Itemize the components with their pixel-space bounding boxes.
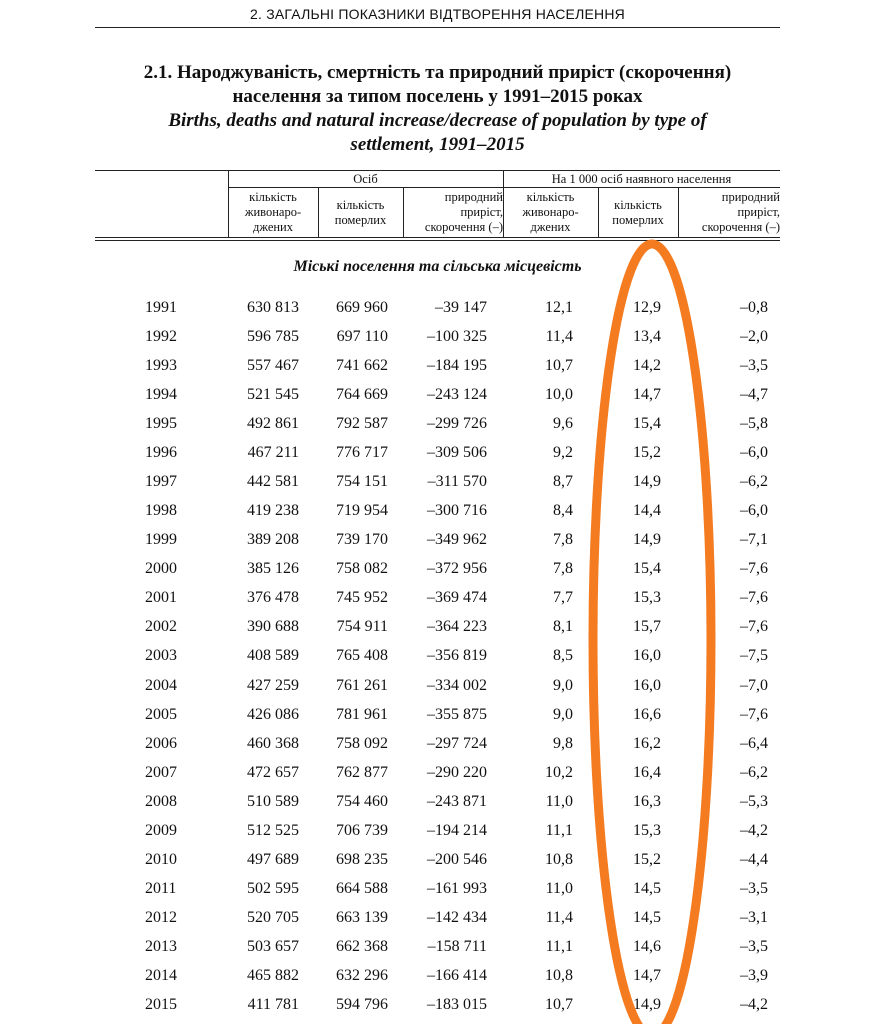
cell-natural-increase: –200 546: [427, 850, 487, 868]
cell-birth-rate: 7,7: [553, 589, 573, 607]
cell-birth-rate: 9,8: [553, 734, 573, 752]
cell-births: 419 238: [247, 502, 299, 520]
cell-natural-increase: –243 871: [427, 792, 487, 810]
cell-deaths: 664 588: [336, 879, 388, 897]
cell-year: 2003: [145, 647, 177, 665]
cell-births: 411 781: [247, 995, 299, 1013]
cell-death-rate: 16,2: [633, 734, 661, 752]
cell-natural-increase: –100 325: [427, 328, 487, 346]
cell-natural-increase: –300 716: [427, 502, 487, 520]
cell-death-rate: 15,4: [633, 560, 661, 578]
cell-births: 503 657: [247, 937, 299, 955]
cell-year: 2004: [145, 676, 177, 694]
cell-year: 2011: [145, 879, 177, 897]
cell-births: 467 211: [247, 444, 299, 462]
cell-year: 2002: [145, 618, 177, 636]
cell-death-rate: 14,2: [633, 357, 661, 375]
cell-birth-rate: 11,4: [545, 908, 573, 926]
cell-death-rate: 16,4: [633, 763, 661, 781]
cell-death-rate: 12,9: [633, 299, 661, 316]
cell-natural-increase-rate: –7,5: [740, 647, 768, 665]
cell-birth-rate: 7,8: [553, 531, 573, 549]
cell-death-rate: 15,3: [633, 589, 661, 607]
header-text: скорочення (–): [424, 220, 503, 234]
cell-death-rate: 16,3: [633, 792, 661, 810]
header-text: приріст,: [460, 205, 503, 219]
cell-death-rate: 14,7: [633, 966, 661, 984]
cell-death-rate: 14,9: [633, 531, 661, 549]
cell-natural-increase: –166 414: [427, 966, 487, 984]
group-header-per-1000: На 1 000 осіб наявного населення: [551, 172, 732, 186]
cell-natural-increase: –142 434: [427, 908, 487, 926]
cell-year: 1997: [145, 473, 177, 491]
cell-death-rate: 14,7: [633, 386, 661, 404]
cell-deaths: 594 796: [336, 995, 388, 1013]
cell-natural-increase-rate: –3,5: [740, 879, 768, 897]
header-text: живонаро-: [244, 205, 302, 219]
cell-year: 2009: [145, 821, 177, 839]
cell-births: 427 259: [247, 676, 299, 694]
cell-births: 510 589: [247, 792, 299, 810]
cell-natural-increase-rate: –4,4: [740, 850, 768, 868]
cell-year: 1996: [145, 444, 177, 462]
cell-year: 2015: [145, 995, 177, 1013]
cell-deaths: 741 662: [336, 357, 388, 375]
cell-natural-increase-rate: –7,6: [740, 618, 768, 636]
cell-birth-rate: 10,7: [545, 995, 573, 1013]
header-text: померлих: [334, 213, 387, 227]
cell-year: 2006: [145, 734, 177, 752]
cell-natural-increase: –372 956: [427, 560, 487, 578]
cell-birth-rate: 10,8: [545, 966, 573, 984]
cell-births: 521 545: [247, 386, 299, 404]
cell-deaths: 739 170: [336, 531, 388, 549]
section-title: Міські поселення та сільська місцевість: [293, 258, 582, 275]
cell-death-rate: 15,2: [633, 444, 661, 462]
cell-death-rate: 16,0: [633, 647, 661, 665]
cell-natural-increase-rate: –5,8: [740, 415, 768, 433]
cell-natural-increase: –184 195: [427, 357, 487, 375]
cell-births: 512 525: [247, 821, 299, 839]
cell-deaths: 662 368: [336, 937, 388, 955]
cell-births: 426 086: [247, 705, 299, 723]
header-text: природний: [721, 190, 780, 204]
cell-year: 1991: [145, 299, 177, 316]
cell-births: 596 785: [247, 328, 299, 346]
cell-natural-increase-rate: –4,7: [740, 386, 768, 404]
cell-natural-increase: –355 875: [427, 705, 487, 723]
cell-natural-increase-rate: –7,6: [740, 589, 768, 607]
cell-birth-rate: 8,7: [553, 473, 573, 491]
cell-birth-rate: 11,0: [545, 792, 573, 810]
cell-births: 557 467: [247, 357, 299, 375]
cell-death-rate: 13,4: [633, 328, 661, 346]
cell-death-rate: 14,5: [633, 908, 661, 926]
cell-birth-rate: 10,0: [545, 386, 573, 404]
cell-natural-increase-rate: –0,8: [740, 299, 768, 316]
cell-deaths: 697 110: [336, 328, 388, 346]
title-line: settlement, 1991–2015: [350, 134, 525, 155]
cell-deaths: 719 954: [336, 502, 388, 520]
cell-death-rate: 14,5: [633, 879, 661, 897]
header-text: кількість: [526, 190, 575, 204]
cell-natural-increase: –290 220: [427, 763, 487, 781]
cell-births: 630 813: [247, 299, 299, 316]
cell-deaths: 781 961: [336, 705, 388, 723]
cell-death-rate: 14,6: [633, 937, 661, 955]
cell-birth-rate: 10,2: [545, 763, 573, 781]
cell-deaths: 632 296: [336, 966, 388, 984]
title-line: населення за типом поселень у 1991–2015 роках: [232, 86, 643, 107]
cell-natural-increase-rate: –7,6: [740, 560, 768, 578]
cell-birth-rate: 8,5: [553, 647, 573, 665]
cell-natural-increase: –349 962: [427, 531, 487, 549]
cell-natural-increase-rate: –5,3: [740, 792, 768, 810]
header-text: джених: [530, 220, 571, 234]
cell-deaths: 754 911: [336, 618, 388, 636]
cell-natural-increase-rate: –3,5: [740, 357, 768, 375]
cell-deaths: 762 877: [336, 763, 388, 781]
cell-deaths: 758 082: [336, 560, 388, 578]
cell-death-rate: 14,9: [633, 995, 661, 1013]
cell-natural-increase-rate: –6,0: [740, 502, 768, 520]
cell-birth-rate: 11,0: [545, 879, 573, 897]
cell-birth-rate: 9,0: [553, 705, 573, 723]
cell-natural-increase-rate: –3,5: [740, 937, 768, 955]
header-text: кількість: [249, 190, 297, 204]
cell-births: 376 478: [247, 589, 299, 607]
cell-year: 2001: [145, 589, 177, 607]
cell-natural-increase-rate: –6,4: [740, 734, 768, 752]
header-text: джених: [252, 220, 293, 234]
cell-births: 442 581: [247, 473, 299, 491]
title-line: 2.1. Народжуваність, смертність та природний приріст (скорочення): [143, 62, 732, 83]
cell-natural-increase-rate: –7,0: [740, 676, 768, 694]
cell-birth-rate: 11,1: [545, 937, 573, 955]
cell-year: 1993: [145, 357, 177, 375]
cell-births: 460 368: [247, 734, 299, 752]
cell-birth-rate: 9,6: [553, 415, 573, 433]
cell-year: 2010: [145, 850, 177, 868]
cell-births: 385 126: [247, 560, 299, 578]
header-text: скорочення (–): [701, 220, 780, 234]
title-line: Births, deaths and natural increase/decrease of population by type of: [168, 110, 707, 131]
cell-year: 1998: [145, 502, 177, 520]
cell-natural-increase-rate: –3,1: [740, 908, 768, 926]
cell-natural-increase-rate: –6,0: [740, 444, 768, 462]
cell-deaths: 754 151: [336, 473, 388, 491]
header-text: живонаро-: [522, 205, 579, 219]
cell-deaths: 764 669: [336, 386, 388, 404]
cell-natural-increase: –158 711: [427, 937, 487, 955]
header-text: природний: [444, 190, 503, 204]
cell-natural-increase-rate: –3,9: [740, 966, 768, 984]
cell-birth-rate: 9,0: [553, 676, 573, 694]
cell-births: 390 688: [247, 618, 299, 636]
cell-deaths: 776 717: [336, 444, 388, 462]
cell-year: 2012: [145, 908, 177, 926]
cell-natural-increase-rate: –2,0: [740, 328, 768, 346]
cell-births: 465 882: [247, 966, 299, 984]
header-text: померлих: [612, 213, 664, 227]
cell-natural-increase: –39 147: [435, 299, 487, 316]
cell-births: 492 861: [247, 415, 299, 433]
cell-death-rate: 15,2: [633, 850, 661, 868]
cell-year: 2014: [145, 966, 177, 984]
cell-natural-increase: –161 993: [427, 879, 487, 897]
cell-births: 520 705: [247, 908, 299, 926]
header-text: кількість: [614, 198, 662, 212]
cell-deaths: 745 952: [336, 589, 388, 607]
cell-natural-increase-rate: –7,6: [740, 705, 768, 723]
cell-death-rate: 15,4: [633, 415, 661, 433]
cell-births: 502 595: [247, 879, 299, 897]
header-text: приріст,: [737, 205, 780, 219]
cell-year: 1994: [145, 386, 177, 404]
cell-births: 389 208: [247, 531, 299, 549]
cell-natural-increase-rate: –6,2: [740, 473, 768, 491]
header-text: кількість: [336, 198, 385, 212]
cell-deaths: 663 139: [336, 908, 388, 926]
cell-natural-increase-rate: –4,2: [740, 821, 768, 839]
cell-birth-rate: 12,1: [545, 299, 573, 316]
cell-deaths: 706 739: [336, 821, 388, 839]
cell-deaths: 761 261: [336, 676, 388, 694]
cell-natural-increase: –334 002: [427, 676, 487, 694]
cell-natural-increase: –194 214: [427, 821, 487, 839]
cell-natural-increase: –183 015: [427, 995, 487, 1013]
cell-births: 472 657: [247, 763, 299, 781]
cell-year: 2000: [145, 560, 177, 578]
cell-year: 1995: [145, 415, 177, 433]
cell-deaths: 792 587: [336, 415, 388, 433]
cell-year: 1999: [145, 531, 177, 549]
running-header: 2. ЗАГАЛЬНІ ПОКАЗНИКИ ВІДТВОРЕННЯ НАСЕЛЕННЯ: [250, 6, 625, 22]
cell-year: 2005: [145, 705, 177, 723]
cell-death-rate: 14,4: [633, 502, 661, 520]
cell-year: 2013: [145, 937, 177, 955]
cell-natural-increase: –299 726: [427, 415, 487, 433]
cell-natural-increase: –297 724: [427, 734, 487, 752]
cell-birth-rate: 8,4: [553, 502, 573, 520]
cell-death-rate: 15,7: [633, 618, 661, 636]
cell-birth-rate: 11,1: [545, 821, 573, 839]
cell-deaths: 758 092: [336, 734, 388, 752]
cell-birth-rate: 10,7: [545, 357, 573, 375]
cell-natural-increase: –356 819: [427, 647, 487, 665]
cell-births: 408 589: [247, 647, 299, 665]
cell-natural-increase: –311 570: [427, 473, 487, 491]
cell-death-rate: 16,6: [633, 705, 661, 723]
cell-natural-increase: –369 474: [427, 589, 487, 607]
cell-death-rate: 15,3: [633, 821, 661, 839]
cell-deaths: 754 460: [336, 792, 388, 810]
cell-natural-increase-rate: –4,2: [740, 995, 768, 1013]
cell-death-rate: 16,0: [633, 676, 661, 694]
cell-birth-rate: 9,2: [553, 444, 573, 462]
cell-natural-increase: –243 124: [427, 386, 487, 404]
cell-natural-increase: –364 223: [427, 618, 487, 636]
cell-birth-rate: 10,8: [545, 850, 573, 868]
cell-year: 2007: [145, 763, 177, 781]
cell-year: 1992: [145, 328, 177, 346]
cell-year: 2008: [145, 792, 177, 810]
highlight-ellipse: [593, 244, 711, 1024]
cell-natural-increase: –309 506: [427, 444, 487, 462]
cell-natural-increase-rate: –6,2: [740, 763, 768, 781]
cell-deaths: 765 408: [336, 647, 388, 665]
cell-death-rate: 14,9: [633, 473, 661, 491]
group-header-persons: Осіб: [353, 172, 378, 186]
cell-deaths: 669 960: [336, 299, 388, 316]
cell-birth-rate: 7,8: [553, 560, 573, 578]
cell-birth-rate: 11,4: [545, 328, 573, 346]
cell-birth-rate: 8,1: [553, 618, 573, 636]
cell-births: 497 689: [247, 850, 299, 868]
cell-natural-increase-rate: –7,1: [740, 531, 768, 549]
cell-deaths: 698 235: [336, 850, 388, 868]
